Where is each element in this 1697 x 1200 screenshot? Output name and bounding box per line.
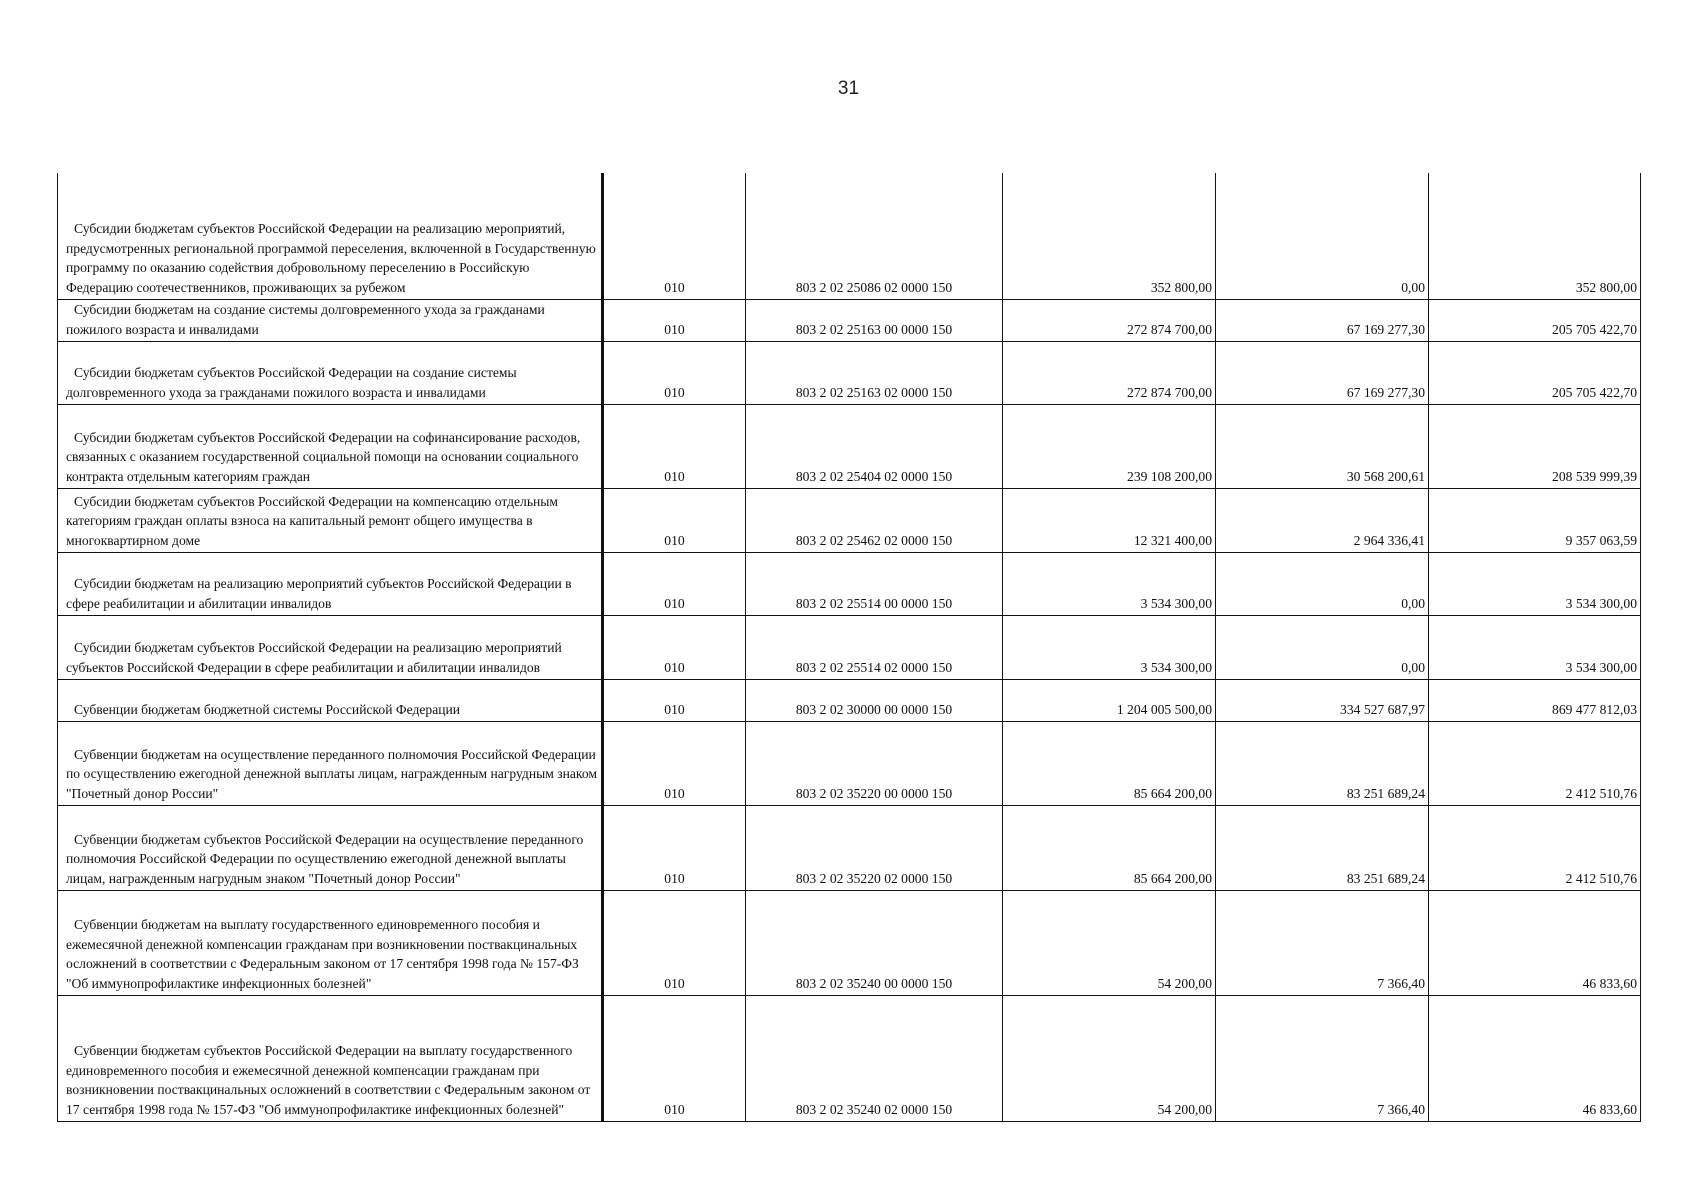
row-budget-code: 803 2 02 35220 02 0000 150: [746, 805, 1003, 890]
row-approved: 272 874 700,00: [1003, 341, 1216, 404]
row-executed: 67 169 277,30: [1216, 341, 1429, 404]
row-line-code: 010: [603, 299, 746, 341]
row-executed: 2 964 336,41: [1216, 488, 1429, 552]
row-line-code: 010: [603, 679, 746, 721]
row-line-code: 010: [603, 995, 746, 1121]
row-name: Субсидии бюджетам на создание системы долговременного ухода за гражданами пожилого возраста и инвалидами: [58, 299, 603, 341]
row-line-code: 010: [603, 615, 746, 679]
row-line-code: 010: [603, 173, 746, 299]
row-approved: 12 321 400,00: [1003, 488, 1216, 552]
row-approved: 3 534 300,00: [1003, 615, 1216, 679]
row-executed: 334 527 687,97: [1216, 679, 1429, 721]
row-line-code: 010: [603, 488, 746, 552]
row-unexecuted: 9 357 063,59: [1429, 488, 1641, 552]
table-row: [58, 552, 1641, 615]
table-row: [58, 805, 1641, 890]
table-row: [58, 404, 1641, 488]
row-budget-code: 803 2 02 35240 00 0000 150: [746, 890, 1003, 995]
row-unexecuted: 46 833,60: [1429, 890, 1641, 995]
revenue-table: [57, 173, 1641, 1122]
row-unexecuted: 46 833,60: [1429, 995, 1641, 1121]
page-number: 31: [837, 78, 860, 99]
row-budget-code: 803 2 02 25514 02 0000 150: [746, 615, 1003, 679]
row-executed: 83 251 689,24: [1216, 721, 1429, 805]
row-executed: 0,00: [1216, 552, 1429, 615]
row-budget-code: 803 2 02 30000 00 0000 150: [746, 679, 1003, 721]
table-row: [58, 679, 1641, 721]
row-line-code: 010: [603, 552, 746, 615]
row-line-code: 010: [603, 721, 746, 805]
row-line-code: 010: [603, 404, 746, 488]
row-executed: 67 169 277,30: [1216, 299, 1429, 341]
table-row: [58, 488, 1641, 552]
row-approved: 54 200,00: [1003, 890, 1216, 995]
row-line-code: 010: [603, 341, 746, 404]
row-unexecuted: 2 412 510,76: [1429, 805, 1641, 890]
row-budget-code: 803 2 02 25163 02 0000 150: [746, 341, 1003, 404]
row-budget-code: 803 2 02 25163 00 0000 150: [746, 299, 1003, 341]
row-budget-code: 803 2 02 25404 02 0000 150: [746, 404, 1003, 488]
row-executed: 7 366,40: [1216, 890, 1429, 995]
row-name: Субсидии бюджетам субъектов Российской Федерации на компенсацию отдельным категориям граждан оплаты взноса на капитальный ремонт общего имущества в многоквартирном доме: [58, 488, 603, 552]
table-row: [58, 615, 1641, 679]
table-row: [58, 173, 1641, 299]
row-budget-code: 803 2 02 35220 00 0000 150: [746, 721, 1003, 805]
row-budget-code: 803 2 02 35240 02 0000 150: [746, 995, 1003, 1121]
table-row: [58, 341, 1641, 404]
row-approved: 85 664 200,00: [1003, 805, 1216, 890]
row-name: Субсидии бюджетам субъектов Российской Федерации на реализацию мероприятий субъектов Российской Федерации в сфере реабилитации и абилитации инвалидов: [58, 615, 603, 679]
table-row: [58, 995, 1641, 1121]
row-name: Субсидии бюджетам субъектов Российской Федерации на создание системы долговременного ухода за гражданами пожилого возраста и инвалидами: [58, 341, 603, 404]
table-row: [58, 299, 1641, 341]
row-unexecuted: 3 534 300,00: [1429, 552, 1641, 615]
row-line-code: 010: [603, 890, 746, 995]
row-approved: 3 534 300,00: [1003, 552, 1216, 615]
row-name: Субсидии бюджетам субъектов Российской Федерации на реализацию мероприятий, предусмотренных региональной программой переселения, включенной в Государственную программу по оказанию содействия добровольному переселению в Российскую Федерацию соотечественников, проживающих за рубежом: [58, 173, 603, 299]
row-name: Субсидии бюджетам субъектов Российской Федерации на софинансирование расходов, связанных с оказанием государственной социальной помощи на основании социального контракта отдельным категориям граждан: [58, 404, 603, 488]
row-name: Субвенции бюджетам бюджетной системы Российской Федерации: [58, 679, 603, 721]
row-approved: 352 800,00: [1003, 173, 1216, 299]
row-name: Субсидии бюджетам на реализацию мероприятий субъектов Российской Федерации в сфере реабилитации и абилитации инвалидов: [58, 552, 603, 615]
row-unexecuted: 205 705 422,70: [1429, 341, 1641, 404]
row-executed: 0,00: [1216, 615, 1429, 679]
row-budget-code: 803 2 02 25514 00 0000 150: [746, 552, 1003, 615]
row-executed: 30 568 200,61: [1216, 404, 1429, 488]
row-unexecuted: 869 477 812,03: [1429, 679, 1641, 721]
row-budget-code: 803 2 02 25086 02 0000 150: [746, 173, 1003, 299]
row-executed: 83 251 689,24: [1216, 805, 1429, 890]
row-name: Субвенции бюджетам на выплату государственного единовременного пособия и ежемесячной денежной компенсации гражданам при возникновении поствакцинальных осложнений в соответствии с Федеральным законом от 17 сентября 1998 года № 157-ФЗ "Об иммунопрофилактике инфекционных болезней": [58, 890, 603, 995]
row-approved: 85 664 200,00: [1003, 721, 1216, 805]
row-approved: 54 200,00: [1003, 995, 1216, 1121]
row-executed: 0,00: [1216, 173, 1429, 299]
row-budget-code: 803 2 02 25462 02 0000 150: [746, 488, 1003, 552]
row-name: Субвенции бюджетам на осуществление переданного полномочия Российской Федерации по осуществлению ежегодной денежной выплаты лицам, награжденным нагрудным знаком "Почетный донор России": [58, 721, 603, 805]
table-row: [58, 721, 1641, 805]
row-approved: 272 874 700,00: [1003, 299, 1216, 341]
table-row: [58, 890, 1641, 995]
row-line-code: 010: [603, 805, 746, 890]
row-name: Субвенции бюджетам субъектов Российской Федерации на выплату государственного единовременного пособия и ежемесячной денежной компенсации гражданам при возникновении поствакцинальных осложнений в соответствии с Федеральным законом от 17 сентября 1998 года № 157-ФЗ "Об иммунопрофилактике инфекционных болезней": [58, 995, 603, 1121]
row-unexecuted: 208 539 999,39: [1429, 404, 1641, 488]
row-name: Субвенции бюджетам субъектов Российской Федерации на осуществление переданного полномочия Российской Федерации по осуществлению ежегодной денежной выплаты лицам, награжденным нагрудным знаком "Почетный донор России": [58, 805, 603, 890]
row-approved: 239 108 200,00: [1003, 404, 1216, 488]
row-unexecuted: 2 412 510,76: [1429, 721, 1641, 805]
row-unexecuted: 205 705 422,70: [1429, 299, 1641, 341]
row-approved: 1 204 005 500,00: [1003, 679, 1216, 721]
row-executed: 7 366,40: [1216, 995, 1429, 1121]
row-unexecuted: 352 800,00: [1429, 173, 1641, 299]
row-unexecuted: 3 534 300,00: [1429, 615, 1641, 679]
